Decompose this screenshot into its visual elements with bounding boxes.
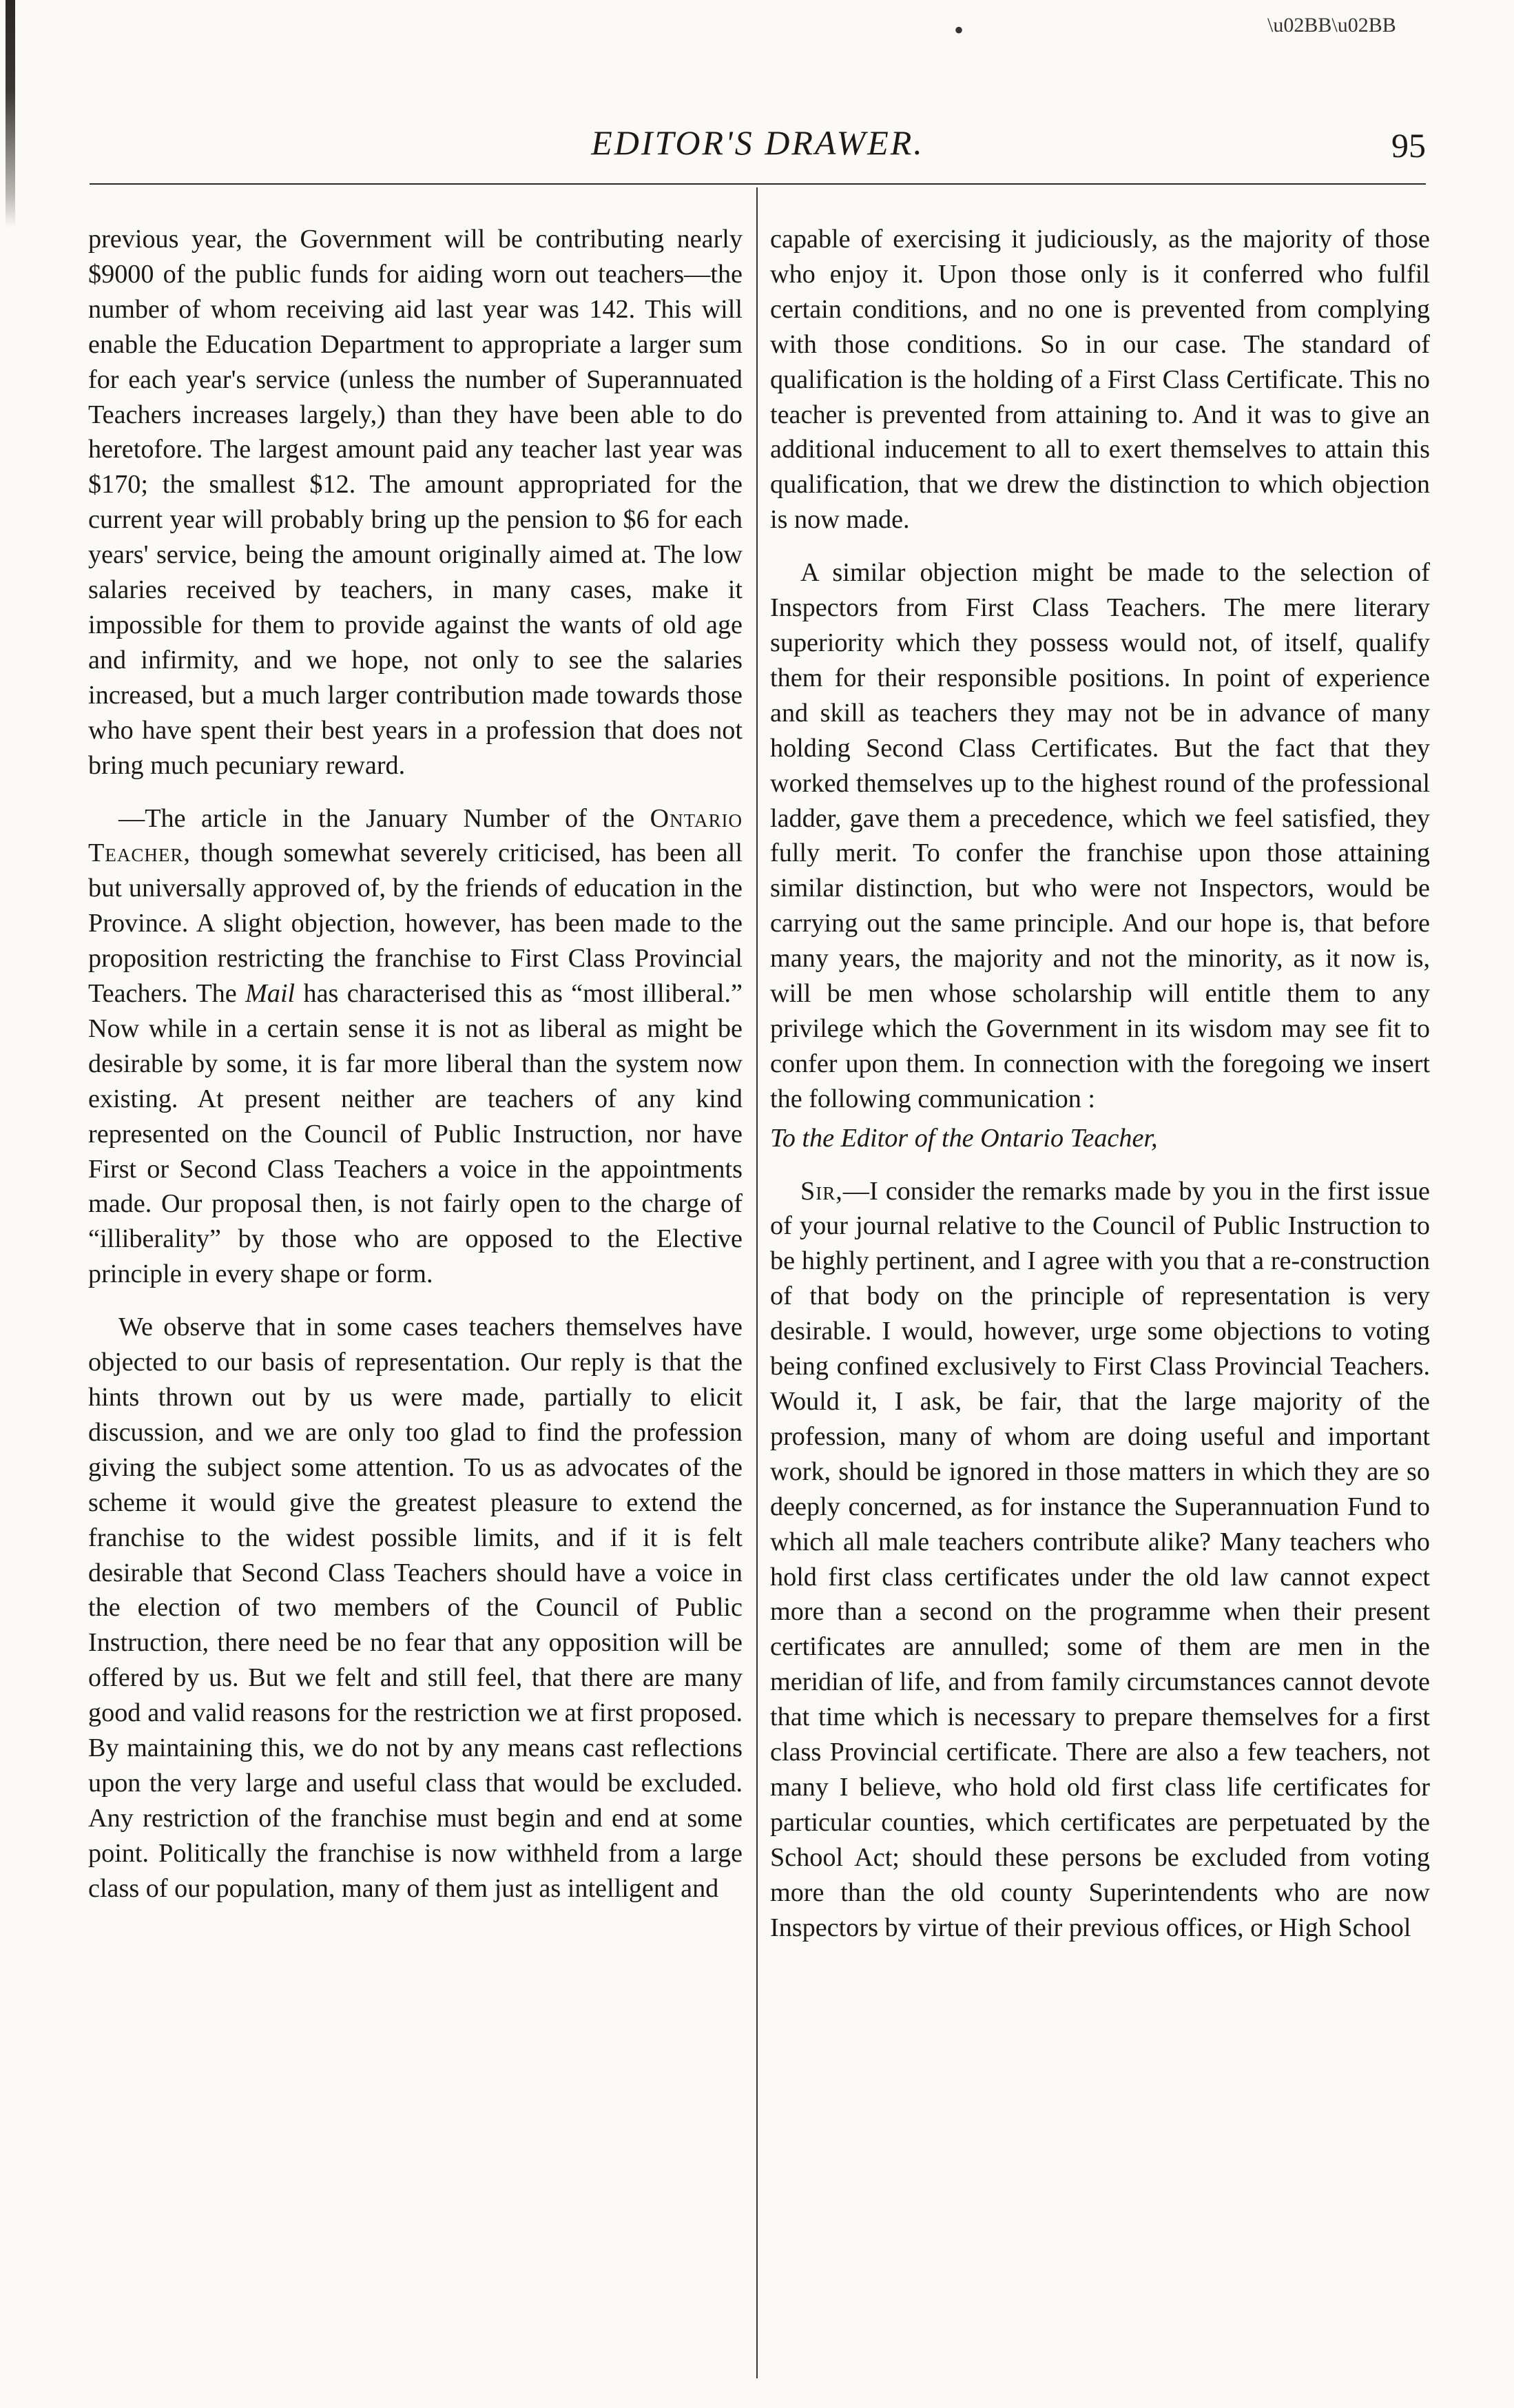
letter-address: Sir,: [800, 1176, 843, 1206]
paragraph-text: —The article in the January Number of the: [118, 803, 650, 833]
scan-binding-edge: [6, 0, 15, 227]
letter-salutation: To the Editor of the Ontario Teacher,: [770, 1123, 1158, 1153]
stray-mark: \u02BB\u02BB: [1267, 14, 1396, 37]
page-header: [90, 123, 1426, 171]
paragraph-text: has characterised this as “most illiberal.” Now while in a certain sense it is not as liberal as might be desirable by some, it is far more liberal than the system now existing. At present neither are teachers of any kind represented on the Council of Public Instruction, nor have First or Second Class Teachers a voice in the appointments made. Our proposal then, is not fairly open to the charge of “illiberality” by those who are opposed to the Elective principle in every shape or form.: [88, 979, 743, 1289]
newspaper-name: Mail: [245, 979, 295, 1009]
right-column: [770, 222, 1430, 1946]
paragraph: previous year, the Government will be contributing nearly $9000 of the public funds for aiding worn out teachers—the number of whom receiving aid last year was 142. This will enable the Education Department to appropriate a larger sum for each year's service (unless the number of Superannuated Teachers increases largely,) than they have been able to do heretofore. The largest amount paid any teacher last year was $170; the smallest $12. The amount appropriated for the current year will probably bring up the pension to $6 for each years' service, being the amount originally aimed at. The low salaries received by teachers, in many cases, make it impossible for them to provide against the wants of old age and infirmity, and we hope, not only to see the salaries increased, but a much larger contribution made towards those who have spent their best years in a profession that does not bring much pecuniary reward.: [88, 225, 743, 780]
left-column: [88, 222, 743, 1906]
column-divider: [756, 187, 758, 2378]
paragraph-text: , though somewhat severely criticised, has been all but universally approved of, by the friends of education in the Province. A slight objection, however, has been made to the proposition restricting the franchise to First Class Provincial Teachers. The: [88, 838, 743, 1009]
header-rule: [90, 183, 1426, 185]
paragraph-text: —I consider the remarks made by you in the first issue of your journal relative to the Council of Public Instruction to be highly pertinent, and I agree with you that a re-construction of that body on the principle of representation is very desirable. I would, however, urge some objections to voting being confined exclusively to First Class Provincial Teachers. Would it, I ask, be fair, that the large majority of the profession, many of whom are doing useful and important work, should be ignored in those matters in which they are so deeply concerned, as for instance the Superannuation Fund to which all male teachers contribute alike? Many teachers who hold first class certificates under the old law cannot expect more than a second on the programme when their present certificates are annulled; some of them are men in the meridian of life, and from family circumstances cannot devote that time which is necessary to prepare themselves for a first class Provincial certificate. There are also a few teachers, not many I believe, who hold old first class life certificates for particular counties, which certificates are perpetuated by the School Act; should these persons be excluded from voting more than the old county Superintendents who are now Inspectors by virtue of their previous offices, or High School: [770, 1176, 1430, 1942]
letter-body: [770, 1174, 1430, 1946]
running-head: EDITOR'S DRAWER.: [591, 123, 924, 162]
paragraph: [88, 801, 743, 1293]
page-number: 95: [1391, 126, 1426, 165]
paragraph: capable of exercising it judiciously, as the majority of those who enjoy it. Upon those only is it conferred who fulfil certain conditions, and no one is prevented from complying with those conditions. So in our case. The standard of qualification is the holding of a First Class Certificate. This no teacher is prevented from attaining to. And it was to give an additional inducement to all to exert themselves to attain this qualification, that we drew the distinction to which objection is now made.: [770, 225, 1430, 535]
paragraph: A similar objection might be made to the selection of Inspectors from First Class Teachers. The mere literary superiority which they possess would not, of itself, qualify them for their responsible positions. In point of experience and skill as teachers they may not be in advance of many holding Second Class Certificates. But the fact that they worked themselves up to the highest round of the professional ladder, gave them a precedence, which we feel satisfied, they fully merit. To confer the franchise upon those attaining similar distinction, but who were not Inspectors, would be carrying out the same principle. And our hope is, that before many years, the majority and not the minority, as it now is, will be men whose scholarship will entitle them to any privilege which the Government in its wisdom may see fit to confer upon them. In connection with the foregoing we insert the following communication :: [770, 558, 1430, 1113]
paragraph: We observe that in some cases teachers themselves have objected to our basis of representation. Our reply is that the hints thrown out by us were made, partially to elicit discussion, and we are only too glad to find the profession giving the subject some attention. To us as advocates of the scheme it would give the greatest pleasure to extend the franchise to the widest possible limits, and if it is felt desirable that Second Class Teachers should have a voice in the election of two members of the Council of Public Instruction, there need be no fear that any opposition will be offered by us. But we felt and still feel, that there are many good and valid reasons for the restriction we at first proposed. By maintaining this, we do not by any means cast reflections upon the very large and useful class that would be excluded. Any restriction of the franchise must begin and end at some point. Politically the franchise is now withheld from a large class of our population, many of them just as intelligent and: [88, 1313, 743, 1903]
stray-mark: •: [954, 14, 964, 45]
journal-name: Ontario Teacher: [88, 803, 743, 868]
